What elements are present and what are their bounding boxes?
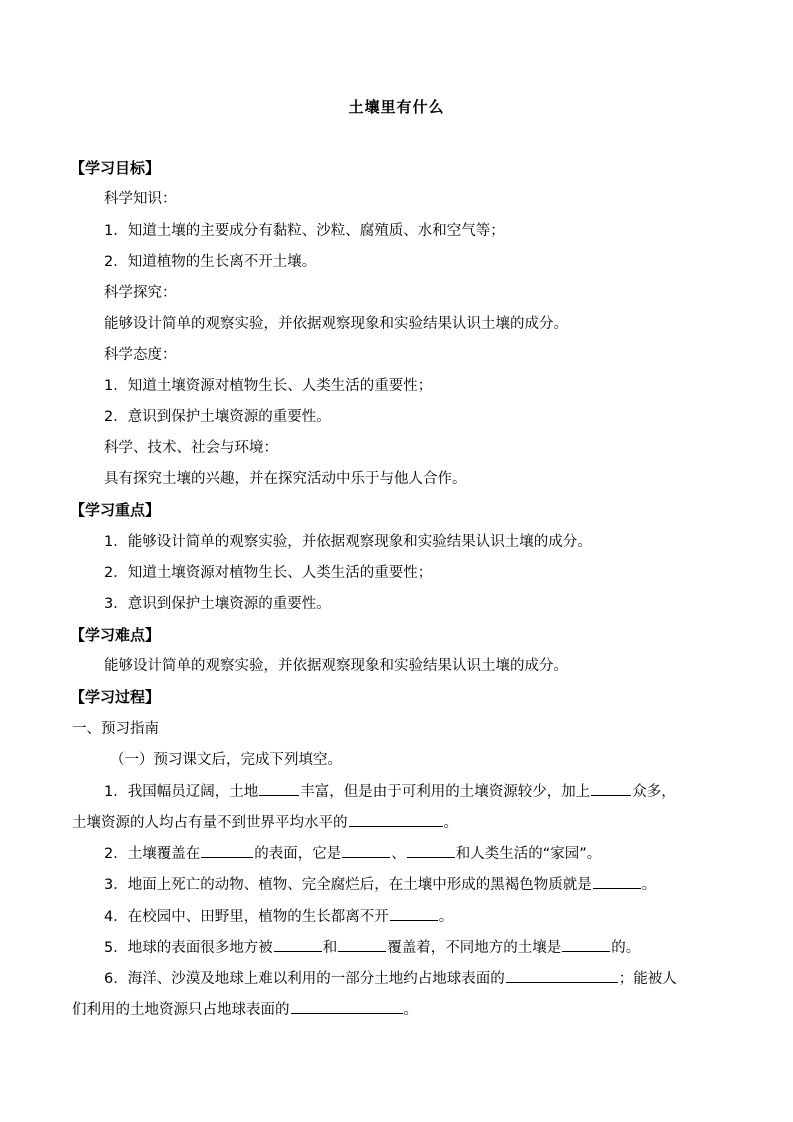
blank-field[interactable] xyxy=(591,780,631,796)
question-1-text-d: 土壤资源的人均占有量不到世界平均水平的 xyxy=(72,815,348,831)
blank-field[interactable] xyxy=(506,967,618,983)
blank-field[interactable] xyxy=(349,811,443,827)
question-1-line-2 xyxy=(72,811,458,834)
inquiry-label: 科学探究： xyxy=(104,285,177,301)
attitude-item-1: 1．知道土壤资源对植物生长、人类生活的重要性； xyxy=(104,378,433,394)
blank-field[interactable] xyxy=(562,936,610,952)
question-3 xyxy=(104,873,656,896)
question-4-text-b: 。 xyxy=(438,909,454,925)
difficulties-heading: 【学习难点】 xyxy=(70,626,161,644)
blank-field[interactable] xyxy=(291,998,403,1014)
knowledge-item-2: 2．知道植物的生长离不开土壤。 xyxy=(104,254,317,270)
blank-field[interactable] xyxy=(342,842,390,858)
question-4-text-a: 4．在校园中、田野里，植物的生长都离不开 xyxy=(104,909,389,925)
key-point-2: 2．知道土壤资源对植物生长、人类生活的重要性； xyxy=(104,565,433,581)
blank-field[interactable] xyxy=(274,936,322,952)
question-1-line-1 xyxy=(104,780,676,803)
question-2-text-c: 、 xyxy=(391,846,406,862)
question-6-text-a: 6．海洋、沙漠及地球上难以利用的一部分土地约占地球表面的 xyxy=(104,971,505,987)
key-point-3: 3．意识到保护土壤资源的重要性。 xyxy=(104,596,331,612)
inquiry-item-1: 能够设计简单的观察实验，并依据观察现象和实验结果认识土壤的成分。 xyxy=(104,316,568,332)
blank-field[interactable] xyxy=(259,780,299,796)
question-6-text-b: ；能被人 xyxy=(618,971,677,987)
question-2 xyxy=(104,842,601,865)
question-6-line-2 xyxy=(72,998,418,1021)
question-3-text-b: 。 xyxy=(641,877,657,893)
question-1-text-b: 丰富，但是由于可利用的土壤资源较少，加上 xyxy=(300,784,591,800)
blank-field[interactable] xyxy=(390,905,438,921)
question-1-text-e: 。 xyxy=(443,815,458,831)
page-title: 土壤里有什么 xyxy=(348,98,445,116)
question-1-text-a: 1．我国幅员辽阔，土地 xyxy=(104,784,259,800)
blank-field[interactable] xyxy=(338,936,386,952)
key-points-heading: 【学习重点】 xyxy=(70,501,161,519)
blank-field[interactable] xyxy=(593,873,641,889)
goals-heading: 【学习目标】 xyxy=(70,159,161,177)
question-5-text-b: 和 xyxy=(322,940,338,956)
process-heading: 【学习过程】 xyxy=(70,688,161,706)
attitude-item-2: 2．意识到保护土壤资源的重要性。 xyxy=(104,409,331,425)
question-1-text-c: 众多， xyxy=(632,784,676,800)
question-2-text-b: 的表面，它是 xyxy=(254,846,342,862)
knowledge-label: 科学知识： xyxy=(104,191,177,207)
question-3-text-a: 3．地面上死亡的动物、植物、完全腐烂后，在土壤中形成的黑褐色物质就是 xyxy=(104,877,592,893)
question-5-text-a: 5．地球的表面很多地方被 xyxy=(104,940,273,956)
knowledge-item-1: 1．知道土壤的主要成分有黏粒、沙粒、腐殖质、水和空气等； xyxy=(104,223,505,239)
question-6-line-1 xyxy=(104,967,677,990)
section-preview-guide: 一、预习指南 xyxy=(72,721,159,737)
question-5-text-d: 的。 xyxy=(611,940,641,956)
question-5-text-c: 覆盖着，不同地方的土壤是 xyxy=(387,940,562,956)
question-2-text-a: 2．土壤覆盖在 xyxy=(104,846,201,862)
subsection-fill-blanks: （一）预习课文后，完成下列填空。 xyxy=(110,752,342,768)
difficulty-1: 能够设计简单的观察实验，并依据观察现象和实验结果认识土壤的成分。 xyxy=(104,658,568,674)
question-5 xyxy=(104,936,640,959)
attitude-label: 科学态度： xyxy=(104,347,177,363)
key-point-1: 1．能够设计简单的观察实验，并依据观察现象和实验结果认识土壤的成分。 xyxy=(104,534,592,550)
blank-field[interactable] xyxy=(407,842,455,858)
question-6-text-d: 。 xyxy=(403,1002,418,1018)
sts-item-1: 具有探究土壤的兴趣，并在探究活动中乐于与他人合作。 xyxy=(104,471,467,487)
question-2-text-d: 和人类生活的“家园”。 xyxy=(455,846,602,862)
question-4 xyxy=(104,905,453,928)
sts-label: 科学、技术、社会与环境： xyxy=(104,440,278,456)
blank-field[interactable] xyxy=(201,842,253,858)
question-6-text-c: 们利用的土地资源只占地球表面的 xyxy=(72,1002,290,1018)
